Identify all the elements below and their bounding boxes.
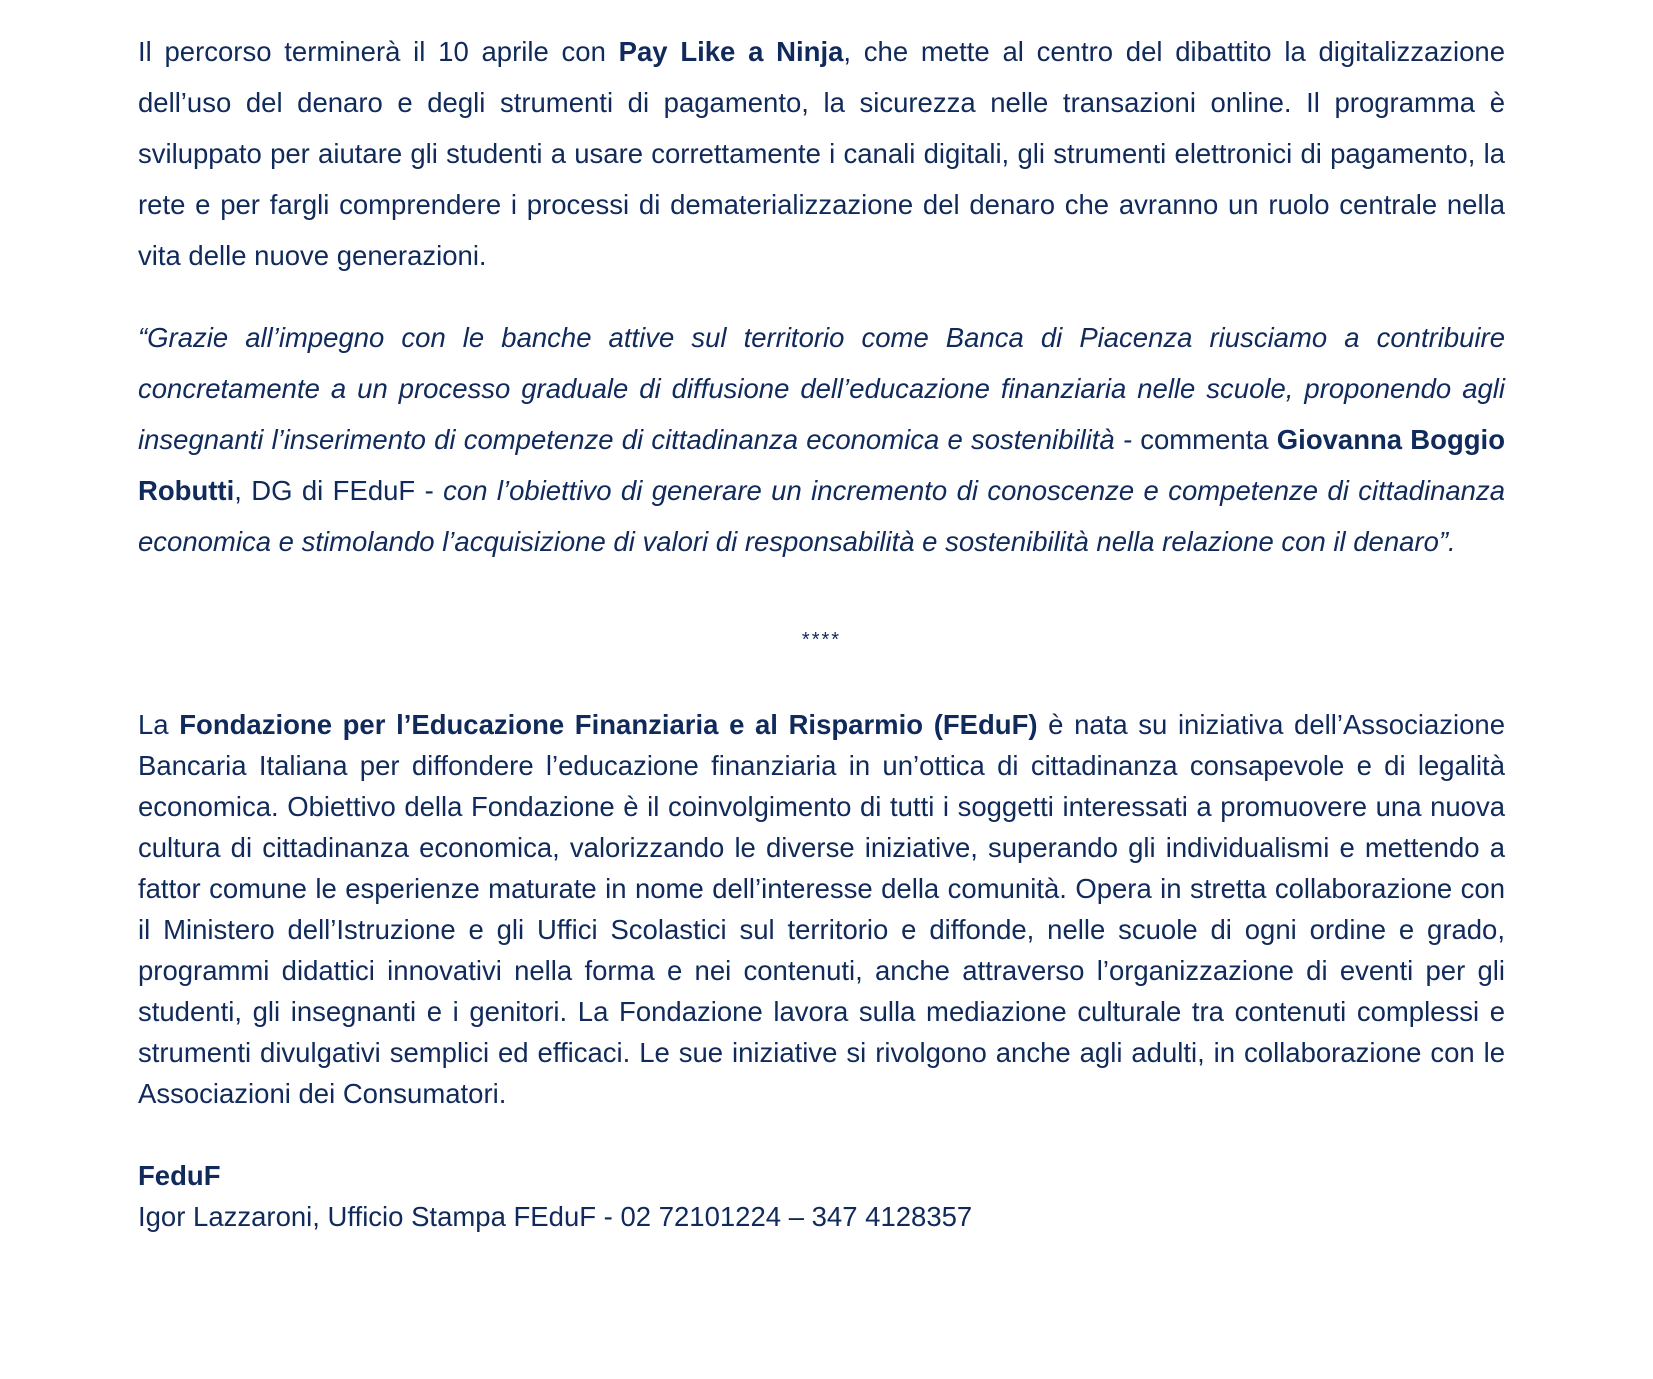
paragraph-text: , che mette al centro del dibattito la digitalizzazione dell’uso del denaro e degli strumenti di pagamento, la sicurezza nelle transazioni online. Il programma è sviluppato per aiutare gli studenti a usare correttamente i canali digitali, gli strumenti elettronici di pagamento, la rete e per fargli comprendere i processi di dematerializzazione del denaro che avranno un ruolo centrale nella vita delle nuove generazioni. xyxy=(138,36,1506,271)
press-contact xyxy=(138,1155,1505,1237)
speaker-name: Giovanna Boggio Robutti xyxy=(138,424,1505,506)
contact-line: Igor Lazzaroni, Ufficio Stampa FEduF - 02 72101224 – 347 4128357 xyxy=(138,1201,973,1232)
quote-text: “Grazie all’impegno con le banche attive sul territorio come Banca di Piacenza riusciamo a contribuire concretamente a un processo graduale di diffusione dell’educazione finanziaria nelle scuole, proponendo agli insegnanti l’inserimento di competenze di cittadinanza economica e sostenibilità - xyxy=(138,322,1505,455)
paragraph-text: La xyxy=(138,709,180,740)
contact-org-name: FeduF xyxy=(138,1160,221,1191)
paragraph-text: Il percorso terminerà il 10 aprile con xyxy=(138,36,619,67)
program-name: Pay Like a Ninja xyxy=(618,36,844,67)
contact-org xyxy=(138,1155,1505,1196)
paragraph-text: è nata su iniziativa dell’Associazione Bancaria Italiana per diffondere l’educazione finanziaria in un’ottica di cittadinanza consapevole e di legalità economica. Obiettivo della Fondazione è il coinvolgimento di tutti i soggetti interessati a promuovere una nuova cultura di cittadinanza economica, valorizzando le diverse iniziative, superando gli individualismi e mettendo a fattor comune le esperienze maturate in nome dell’interesse della comunità. Opera in stretta collaborazione con il Ministero dell’Istruzione e gli Uffici Scolastici sul territorio e diffonde, nelle scuole di ogni ordine e grado, programmi didattici innovativi nella forma e nei contenuti, anche attraverso l’organizzazione di eventi per gli studenti, gli insegnanti e i genitori. La Fondazione lavora sulla mediazione culturale tra contenuti complessi e strumenti divulgativi semplici ed efficaci. Le sue iniziative si rivolgono anche agli adulti, in collaborazione con le Associazioni dei Consumatori. xyxy=(138,709,1505,1109)
foundation-name: Fondazione per l’Educazione Finanziaria e al Risparmio (FEduF) xyxy=(179,709,1038,740)
document-page xyxy=(138,26,1505,1237)
quote-paragraph xyxy=(138,312,1505,567)
paragraph-pay-like-a-ninja xyxy=(138,26,1505,281)
section-separator: **** xyxy=(801,629,842,651)
quote-attribution: commenta xyxy=(1132,424,1277,455)
speaker-role: , DG di FEduF - xyxy=(234,475,444,506)
quote-text: con l’obiettivo di generare un incremento di conoscenze e competenze di cittadinanza economica e stimolando l’acquisizione di valori di responsabilità e sostenibilità nella relazione con il denaro”. xyxy=(138,475,1505,557)
paragraph-about-feduf xyxy=(138,704,1505,1114)
